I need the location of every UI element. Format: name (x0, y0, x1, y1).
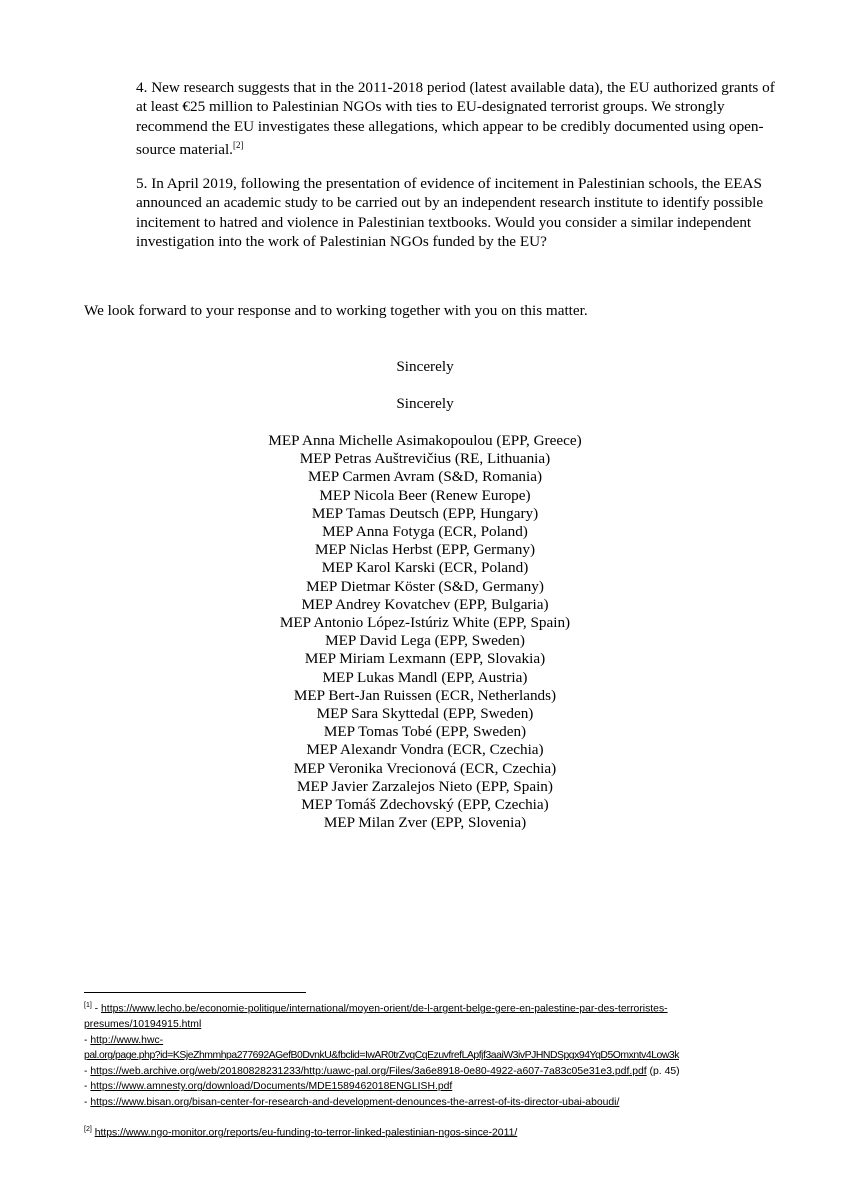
footnotes (84, 998, 774, 1141)
footnote-prefix: - (91, 1003, 102, 1015)
footnote-line (84, 998, 774, 1017)
footnote-divider (84, 992, 306, 993)
signatory: MEP Anna Fotyga (ECR, Poland) (322, 523, 528, 541)
signatory: MEP Tomas Tobé (EPP, Sweden) (323, 723, 527, 741)
footnote-marker-1: [1] (84, 1002, 92, 1009)
signatory: MEP Nicola Beer (Renew Europe) (319, 486, 531, 504)
footnote-prefix: - (84, 1034, 91, 1046)
signatory: MEP Carmen Avram (S&D, Romania) (307, 468, 543, 486)
signatory: MEP Lukas Mandl (EPP, Austria) (322, 668, 528, 686)
signatory: MEP Miriam Lexmann (EPP, Slovakia) (304, 650, 546, 668)
footnote-line (84, 1064, 774, 1080)
footnote-prefix: - (84, 1081, 91, 1093)
footnote-line (84, 1122, 774, 1141)
footnote-line (84, 1079, 774, 1095)
sign-off: Sincerely (396, 358, 454, 375)
signatory: MEP Tomáš Zdechovský (EPP, Czechia) (301, 796, 549, 814)
footnote-line (84, 1048, 774, 1064)
signatory: MEP Antonio López-Istúriz White (EPP, Spain) (279, 614, 571, 632)
footnote-ref-2[interactable]: [2] (232, 140, 244, 151)
footnote-link[interactable]: https://web.archive.org/web/20180828231233/http:/uawc-pal.org/Files/3a6e8918-0e80-4922-a607-7a83c05e31e3.pdf.pdf (90, 1065, 647, 1077)
footnote-suffix: (p. 45) (646, 1065, 680, 1077)
signatory: MEP Bert-Jan Ruissen (ECR, Netherlands) (293, 686, 557, 704)
footnote-link[interactable]: https://www.amnesty.org/download/Documents/MDE1589462018ENGLISH.pdf (90, 1081, 453, 1093)
signatory: MEP Niclas Herbst (EPP, Germany) (314, 541, 536, 559)
sign-off: Sincerely (396, 395, 454, 412)
footnote-link[interactable]: https://www.ngo-monitor.org/reports/eu-funding-to-terror-linked-palestinian-ngos-since-2011/ (94, 1127, 518, 1139)
footnote-line (84, 1017, 774, 1033)
signatory: MEP Karol Karski (ECR, Poland) (321, 559, 529, 577)
paragraph-5-text: 5. In April 2019, following the presentation of evidence of incitement in Palestinian schools, the EEAS announced an academic study to be carried out by an independent research institute to identify possible incitement to hatred and violence in Palestinian textbooks. Would you consider a similar independent investigation into the work of Palestinian NGOs funded by the EU? (136, 175, 764, 251)
signatory: MEP Milan Zver (EPP, Slovenia) (323, 814, 527, 832)
signatory-list (0, 432, 850, 832)
footnote-prefix: - (84, 1097, 91, 1109)
signatory: MEP Javier Zarzalejos Nieto (EPP, Spain) (297, 777, 553, 795)
footnote-line (84, 1095, 774, 1111)
signatory: MEP Dietmar Köster (S&D, Germany) (306, 577, 544, 595)
footnote-link[interactable]: pal.org/page.php?id=KSjeZhmmhpa277692AGefB0DvnkU&fbclid=IwAR0trZvqCqEzuvfrefLApfjf3aaiW3ivPJHNDSpgx94YqD5Omxntv4Low3k (84, 1050, 679, 1062)
paragraph-4-text: 4. New research suggests that in the 2011-2018 period (latest available data), the EU authorized grants of at least €25 million to Palestinian NGOs with ties to EU-designated terrorist groups. We strongly recommend the EU investigates these allegations, which appear to be credibly documented using open-source material. (136, 79, 775, 159)
paragraph-5 (136, 174, 776, 252)
signatory: MEP Petras Auštrevičius (RE, Lithuania) (299, 450, 551, 468)
footnote-prefix: - (84, 1065, 91, 1077)
paragraph-4 (136, 78, 776, 160)
signatory: MEP Alexandr Vondra (ECR, Czechia) (306, 741, 544, 759)
signatory: MEP Anna Michelle Asimakopoulou (EPP, Greece) (268, 432, 582, 449)
signatory: MEP Tamas Deutsch (EPP, Hungary) (311, 504, 539, 522)
signatory: MEP David Lega (EPP, Sweden) (325, 632, 525, 650)
footnote-line (84, 1033, 774, 1049)
footnote-spacer (84, 1111, 774, 1122)
signatory: MEP Veronika Vrecionová (ECR, Czechia) (293, 759, 557, 777)
footnote-link[interactable]: https://www.bisan.org/bisan-center-for-research-and-development-denounces-the-arrest-of-its-director-ubai-aboudi/ (90, 1097, 620, 1109)
footnote-link[interactable]: https://www.lecho.be/economie-politique/international/moyen-orient/de-l-argent-belge-gere-en-palestine-par-des-terroristes- (101, 1003, 668, 1015)
footnote-link[interactable]: presumes/10194915.html (84, 1019, 202, 1031)
footnote-marker-2: [2] (84, 1125, 92, 1133)
footnote-link[interactable]: http://www.hwc- (90, 1034, 164, 1046)
signatory: MEP Andrey Kovatchev (EPP, Bulgaria) (301, 595, 549, 613)
closing-sentence: We look forward to your response and to working together with you on this matter. (84, 302, 588, 319)
signatory: MEP Sara Skyttedal (EPP, Sweden) (316, 705, 534, 723)
